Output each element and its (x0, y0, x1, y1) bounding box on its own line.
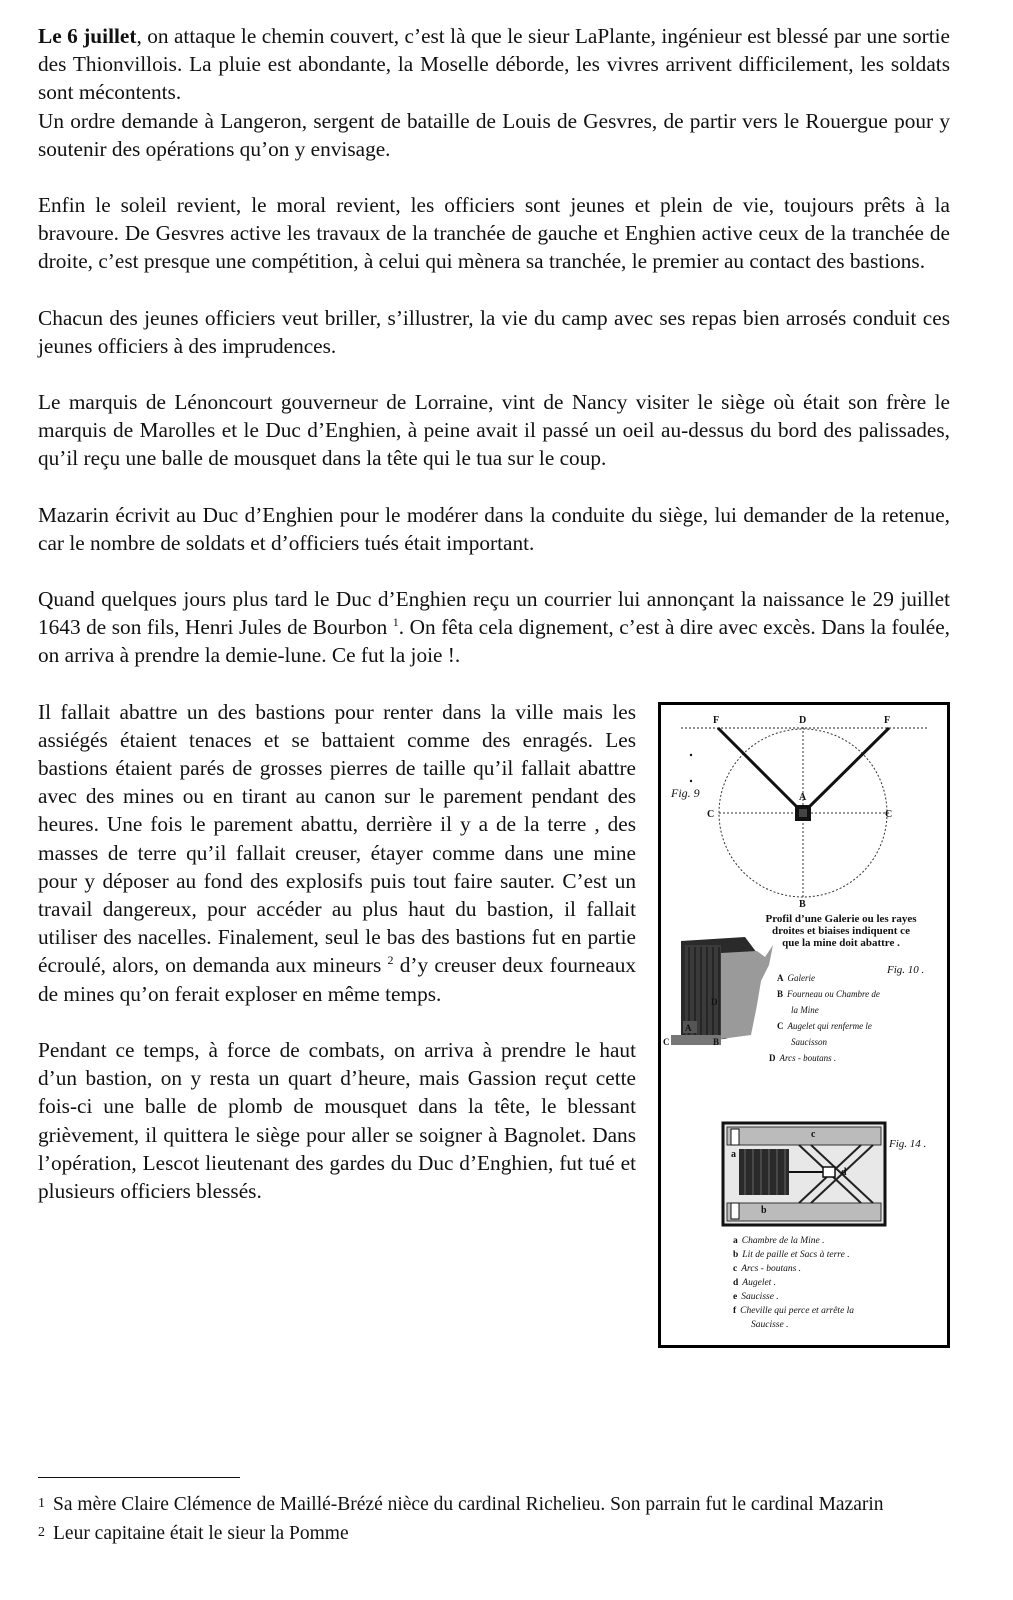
paragraph-3: Chacun des jeunes officiers veut briller, s’illustrer, la vie du camp avec ses repas bien arrosés conduit ces jeunes officiers à des imprudences. (38, 305, 950, 358)
svg-text:DArcs - boutans . (769, 1053, 836, 1063)
fig10-legend-value: Saucisson (791, 1036, 827, 1047)
footnote-2-text: Leur capitaine était le sieur la Pomme (53, 1523, 349, 1544)
footnote-separator (38, 1477, 240, 1478)
svg-text:eSaucisse . (733, 1292, 779, 1302)
fig10-legend-value: la Mine (791, 1004, 819, 1015)
fig14-legend-key: f (733, 1305, 737, 1316)
fig10-legend-value: Fourneau ou Chambre de (787, 988, 880, 999)
footnote-1-mark: 1 (38, 1496, 45, 1511)
fig14-legend-value: Saucisse . (751, 1319, 789, 1330)
fig10-letter-a: A (685, 1022, 692, 1033)
fig14-label: Fig. 14 . (889, 1137, 927, 1150)
fig-caption-line-2: droites et biaises indiquent ce (772, 924, 910, 937)
fig14-legend-value: Augelet . (742, 1277, 777, 1288)
fig14-legend-value: Arcs - boutans . (741, 1263, 802, 1274)
paragraph-7-text-a: Il fallait abattre un des bastions pour renter dans la ville mais les assiégés étaient tenaces et se battaient comme des enragés. Les bastions étaient parés de grosses pierres de taille qu’il fallait abattre avec des mines ou en tirant au canon sur le parement pendant des heures. Une fois le parement abattu, derrière il y a de la terre , des masses de terre qu’il fallait creuser, étayer comme dans une mine pour y déposer au fond des explosifs puis tout faire sauter. C’est un travail dangereux, pour accéder au plus haut du bastion, il fallait utiliser des nacelles. Finalement, seul le bas des bastions fut en partie écroulé, alors, on demanda aux mineurs (38, 699, 636, 978)
fig9-letter-a: A (799, 791, 807, 803)
svg-text:fCheville qui perce et arrête (733, 1306, 854, 1316)
paragraph-1-text: , on attaque le chemin couvert, c’est là que le sieur LaPlante, ingénieur est blessé par une sortie des Thionvillois. La pluie est abondante, la Moselle déborde, les vivres arrivent difficilement, les soldats sont mécontents. (38, 24, 950, 105)
fig14-legend-key: e (733, 1291, 738, 1302)
paragraph-1b: Un ordre demande à Langeron, sergent de bataille de Louis de Gesvres, de partir vers le Rouergue pour y soutenir des opérations qu’on y envisage. (38, 108, 950, 161)
fig14-letter-a: a (731, 1148, 736, 1160)
date-bold: Le 6 juillet (38, 24, 137, 48)
footnote-1 (38, 1492, 950, 1517)
fig10-label: Fig. 10 . (887, 963, 925, 976)
fig10-letter-b: B (713, 1036, 720, 1047)
paragraph-6-text-a: Quand quelques jours plus tard le Duc d’Enghien reçu un courrier lui annonçant la naissance le 29 juillet 1643 de son fils, Henri Jules de Bourbon (38, 587, 950, 640)
fig9-letter-c1: C (707, 808, 715, 820)
fig14-diagram (723, 1123, 885, 1225)
paragraph-4: Le marquis de Lénoncourt gouverneur de Lorraine, vint de Nancy visiter le siège où était son frère le marquis de Marolles et le Duc d’Enghien, à peine avait il passé un oeil au-dessus du bord des palissades, qu’il reçu une balle de mousquet dans la tête qui le tua sur le coup. (38, 390, 950, 471)
fig10-letter-d: D (711, 996, 718, 1007)
svg-text:bLit de paille et Sacs à terre (733, 1250, 850, 1260)
fig10-legend (769, 973, 880, 1063)
svg-text:aChambre de la Mine . (733, 1236, 825, 1246)
fig14-legend (733, 1236, 854, 1330)
fig14-letter-c: c (811, 1128, 816, 1140)
fig9-letter-c2: C (885, 808, 893, 820)
svg-text:BFourneau ou Chambre de (777, 989, 880, 999)
fig10-letter-c: C (663, 1036, 670, 1047)
fig10-legend-key: C (777, 1020, 784, 1031)
fig14-letter-d: d (841, 1166, 847, 1178)
svg-text:AGalerie (777, 973, 815, 983)
fig10-legend-key: D (769, 1052, 776, 1063)
paragraph-6-text-b: . On fêta cela dignement, c’est à dire avec excès. Dans la foulée, on arriva à prendre la demie-lune. Ce fut la joie !. (38, 615, 950, 668)
paragraph-2: Enfin le soleil revient, le moral revient, les officiers sont jeunes et plein de vie, toujours prêts à la bravoure. De Gesvres active les travaux de la tranchée de gauche et Enghien active ceux de la tranchée de droite, c’est presque une compétition, à celui qui mènera sa tranchée, le premier au contact des bastions. (38, 193, 950, 274)
fig14-legend-key: a (733, 1235, 738, 1246)
fig10-legend-key: A (777, 972, 784, 983)
fig10-legend-value: Galerie (787, 972, 815, 983)
paragraph-5: Mazarin écrivit au Duc d’Enghien pour le modérer dans la conduite du siège, lui demander de la retenue, car le nombre de soldats et d’officiers tués était important. (38, 502, 950, 555)
fig9-letter-f1: F (713, 714, 720, 726)
fig-caption-line-1: Profil d’une Galerie ou les rayes (765, 912, 917, 925)
svg-text:cArcs - boutans . (733, 1264, 801, 1274)
fig-caption-line-3: que la mine doit abattre . (782, 936, 900, 949)
footnote-2-mark: 2 (38, 1525, 45, 1540)
footnote-1-text: Sa mère Claire Clémence de Maillé-Brézé nièce du cardinal Richelieu. Son parrain fut le cardinal Mazarin (53, 1494, 884, 1515)
fig10-legend-value: Augelet qui renferme le (787, 1020, 872, 1031)
mining-figure-drawing (661, 705, 947, 1345)
fig14-legend-key: b (733, 1249, 739, 1260)
footnote-2 (38, 1521, 950, 1546)
fig9-letter-d: D (799, 714, 807, 726)
footnote-ref-1[interactable]: 1 (392, 615, 399, 630)
fig14-legend-value: Cheville qui perce et arrête la (740, 1305, 855, 1316)
fig9-letter-b: B (799, 898, 806, 910)
fig9-label: Fig. 9 (671, 785, 700, 800)
fig14-legend-key: d (733, 1277, 739, 1288)
paragraph-8: Pendant ce temps, à force de combats, on arriva à prendre le haut d’un bastion, on y resta un quart d’heure, mais Gassion reçut cette fois-ci une balle de plomb de mousquet dans la tête, le blessant grièvement, il quittera le siège pour aller se soigner à Bagnolet. Dans l’opération, Lescot lieutenant des gardes du Duc d’Enghien, fut tué et plusieurs officiers blessés. (38, 1037, 636, 1203)
paragraph-7-text-b: d’y creuser deux fourneaux de mines qu’on ferait exploser en même temps. (38, 953, 636, 1006)
fig9-letter-f2: F (884, 714, 891, 726)
fig14-legend-key: c (733, 1263, 738, 1274)
fig14-legend-value: Lit de paille et Sacs à terre . (742, 1249, 850, 1260)
fig10-legend-value: Arcs - boutans . (779, 1052, 837, 1063)
mining-figure (658, 702, 950, 1348)
footnote-ref-2[interactable]: 2 (387, 953, 394, 968)
fig14-letter-b: b (761, 1204, 767, 1216)
fig14-legend-value: Saucisse . (741, 1291, 779, 1302)
svg-text:CAugelet qui renferme le (777, 1021, 872, 1031)
fig14-legend-value: Chambre de la Mine . (741, 1235, 825, 1246)
paragraph-6 (38, 585, 950, 670)
fig10-legend-key: B (777, 988, 784, 999)
footnotes (38, 1477, 950, 1550)
paragraph-1 (38, 22, 950, 107)
document-page (38, 22, 950, 1356)
svg-text:dAugelet . (733, 1278, 776, 1288)
